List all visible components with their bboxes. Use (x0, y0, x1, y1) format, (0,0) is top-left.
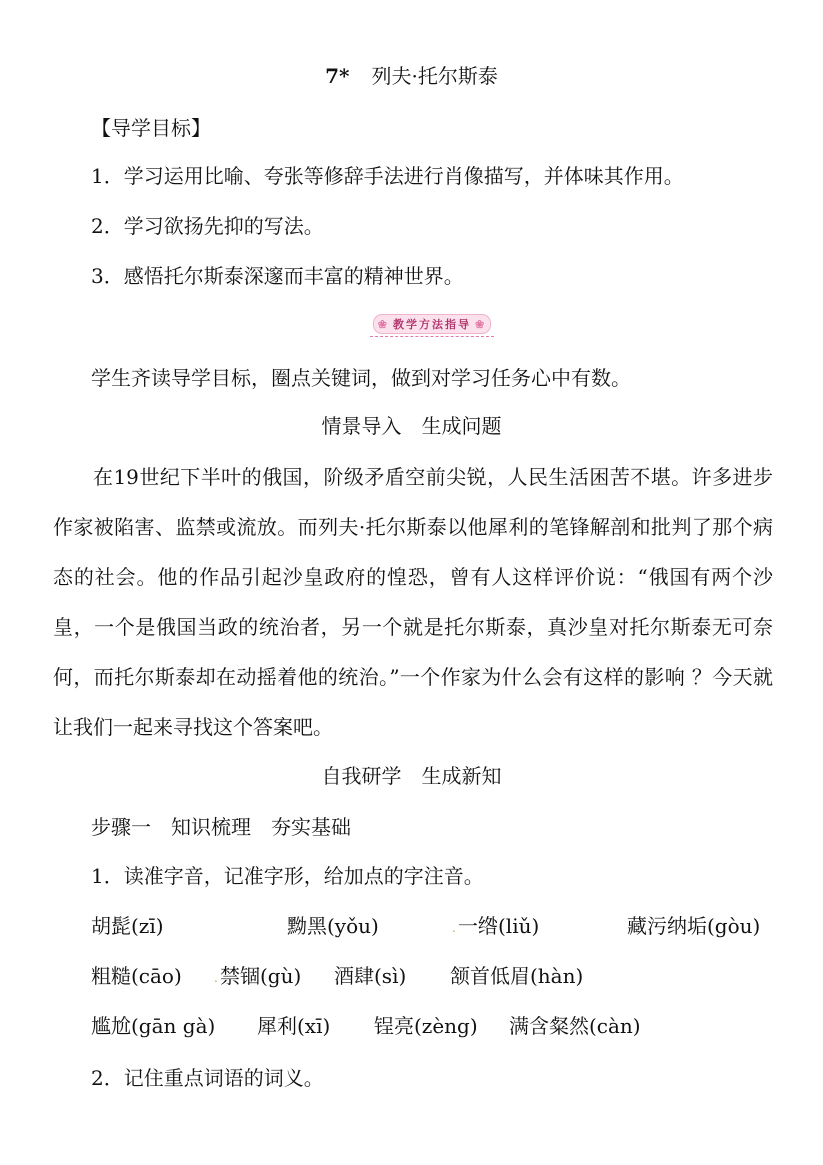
emphasis-dot-icon: . (452, 921, 456, 935)
badge-label: 教学方法指导 (393, 318, 471, 331)
swirl-icon: ❀ (377, 317, 389, 331)
step-heading: 步骤一 知识梳理 夯实基础 (91, 815, 351, 839)
lesson-name: 列夫·托尔斯泰 (371, 64, 498, 88)
word-item: 黝黑(yǒu) (287, 914, 379, 938)
word-item: 尴尬(gān gà) (91, 1014, 216, 1038)
word-item: 藏污纳垢(gòu) (627, 914, 761, 938)
objective-item-1: 1．学习运用比喻、夸张等修辞手法进行肖像描写，并体味其作用。 (91, 164, 684, 188)
emphasis-dot-icon: . (214, 971, 218, 985)
word-item: 禁锢(gù) (220, 964, 302, 988)
task-1: 1．读准字音，记准字形，给加点的字注音。 (91, 864, 484, 888)
task-2: 2．记住重点词语的词义。 (91, 1066, 324, 1090)
word-item: 锃亮(zèng) (374, 1014, 478, 1038)
objectives-heading: 【导学目标】 (91, 116, 211, 140)
intro-paragraph: 在19世纪下半叶的俄国，阶级矛盾空前尖锐，人民生活困苦不堪。许多进步作家被陷害、监禁或流放。而列夫·托尔斯泰以他犀利的笔锋解剖和批判了那个病态的社会。他的作品引起沙皇政府的惶恐，曾有人这样评价说：“俄国有两个沙皇，一个是俄国当政的统治者，另一个就是托尔斯泰，真沙皇对托尔斯泰无可奈何，而托尔斯泰却在动摇着他的统治。”一个作家为什么会有这样的影响 ？今天就让我们一起来寻找这个答案吧。 (53, 465, 773, 739)
word-item: 满含粲然(càn) (509, 1014, 641, 1038)
teaching-method-badge (370, 314, 494, 337)
lesson-number: 7* (325, 64, 350, 88)
section2-heading: 自我研学 生成新知 (321, 764, 502, 788)
word-item: 犀利(xī) (257, 1014, 331, 1038)
word-item: 酒肆(sì) (334, 964, 407, 988)
section1-heading: 情景导入 生成问题 (321, 414, 502, 438)
swirl-icon: ❀ (475, 317, 487, 331)
objective-item-3: 3．感悟托尔斯泰深邃而丰富的精神世界。 (91, 264, 464, 288)
word-item: 胡髭(zī) (91, 914, 164, 938)
word-item: 颔首低眉(hàn) (450, 964, 584, 988)
method-text: 学生齐读导学目标，圈点关键词，做到对学习任务心中有数。 (91, 366, 631, 390)
word-item: 粗糙(cāo) (91, 964, 182, 988)
word-item: 一绺(liǔ) (458, 914, 540, 938)
objective-item-2: 2．学习欲扬先抑的写法。 (91, 214, 324, 238)
lesson-title (0, 62, 823, 90)
